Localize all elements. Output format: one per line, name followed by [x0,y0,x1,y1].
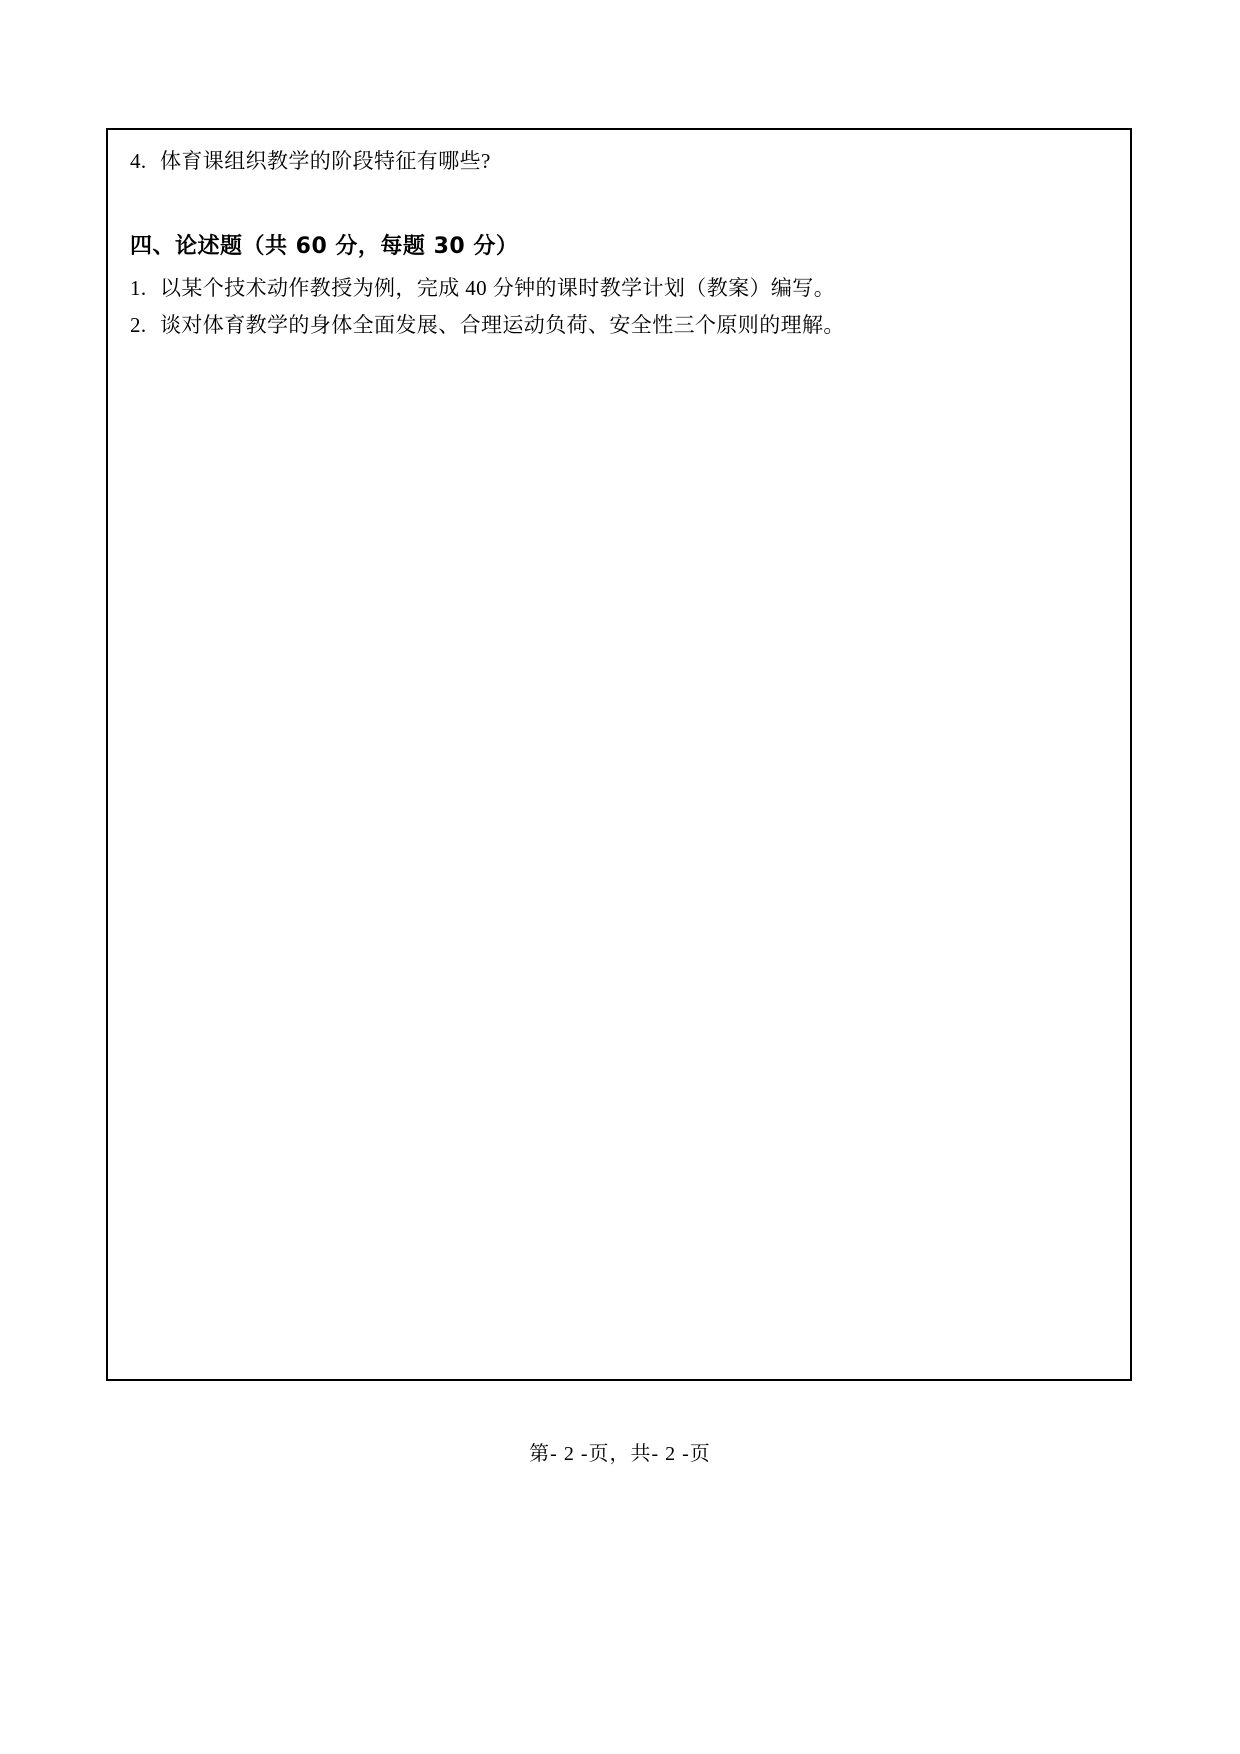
section-heading: 四、论述题（共 60 分，每题 30 分） [130,234,519,259]
list-item-number: 1. [130,276,147,300]
list-item-text: 以某个技术动作教授为例，完成 40 分钟的课时教学计划（教案）编写。 [160,276,836,300]
carryover-question [130,144,1108,178]
list-item [130,307,1108,344]
carryover-question-number: 4. [130,149,147,173]
list-item-number: 2. [130,313,147,337]
page-footer: 第- 2 -页，共- 2 -页 [529,1443,711,1465]
exam-content-box [106,128,1132,1381]
list-item [130,270,1108,307]
list-item-text: 谈对体育教学的身体全面发展、合理运动负荷、安全性三个原则的理解。 [160,313,845,337]
carryover-question-text: 体育课组织教学的阶段特征有哪些? [160,149,491,173]
